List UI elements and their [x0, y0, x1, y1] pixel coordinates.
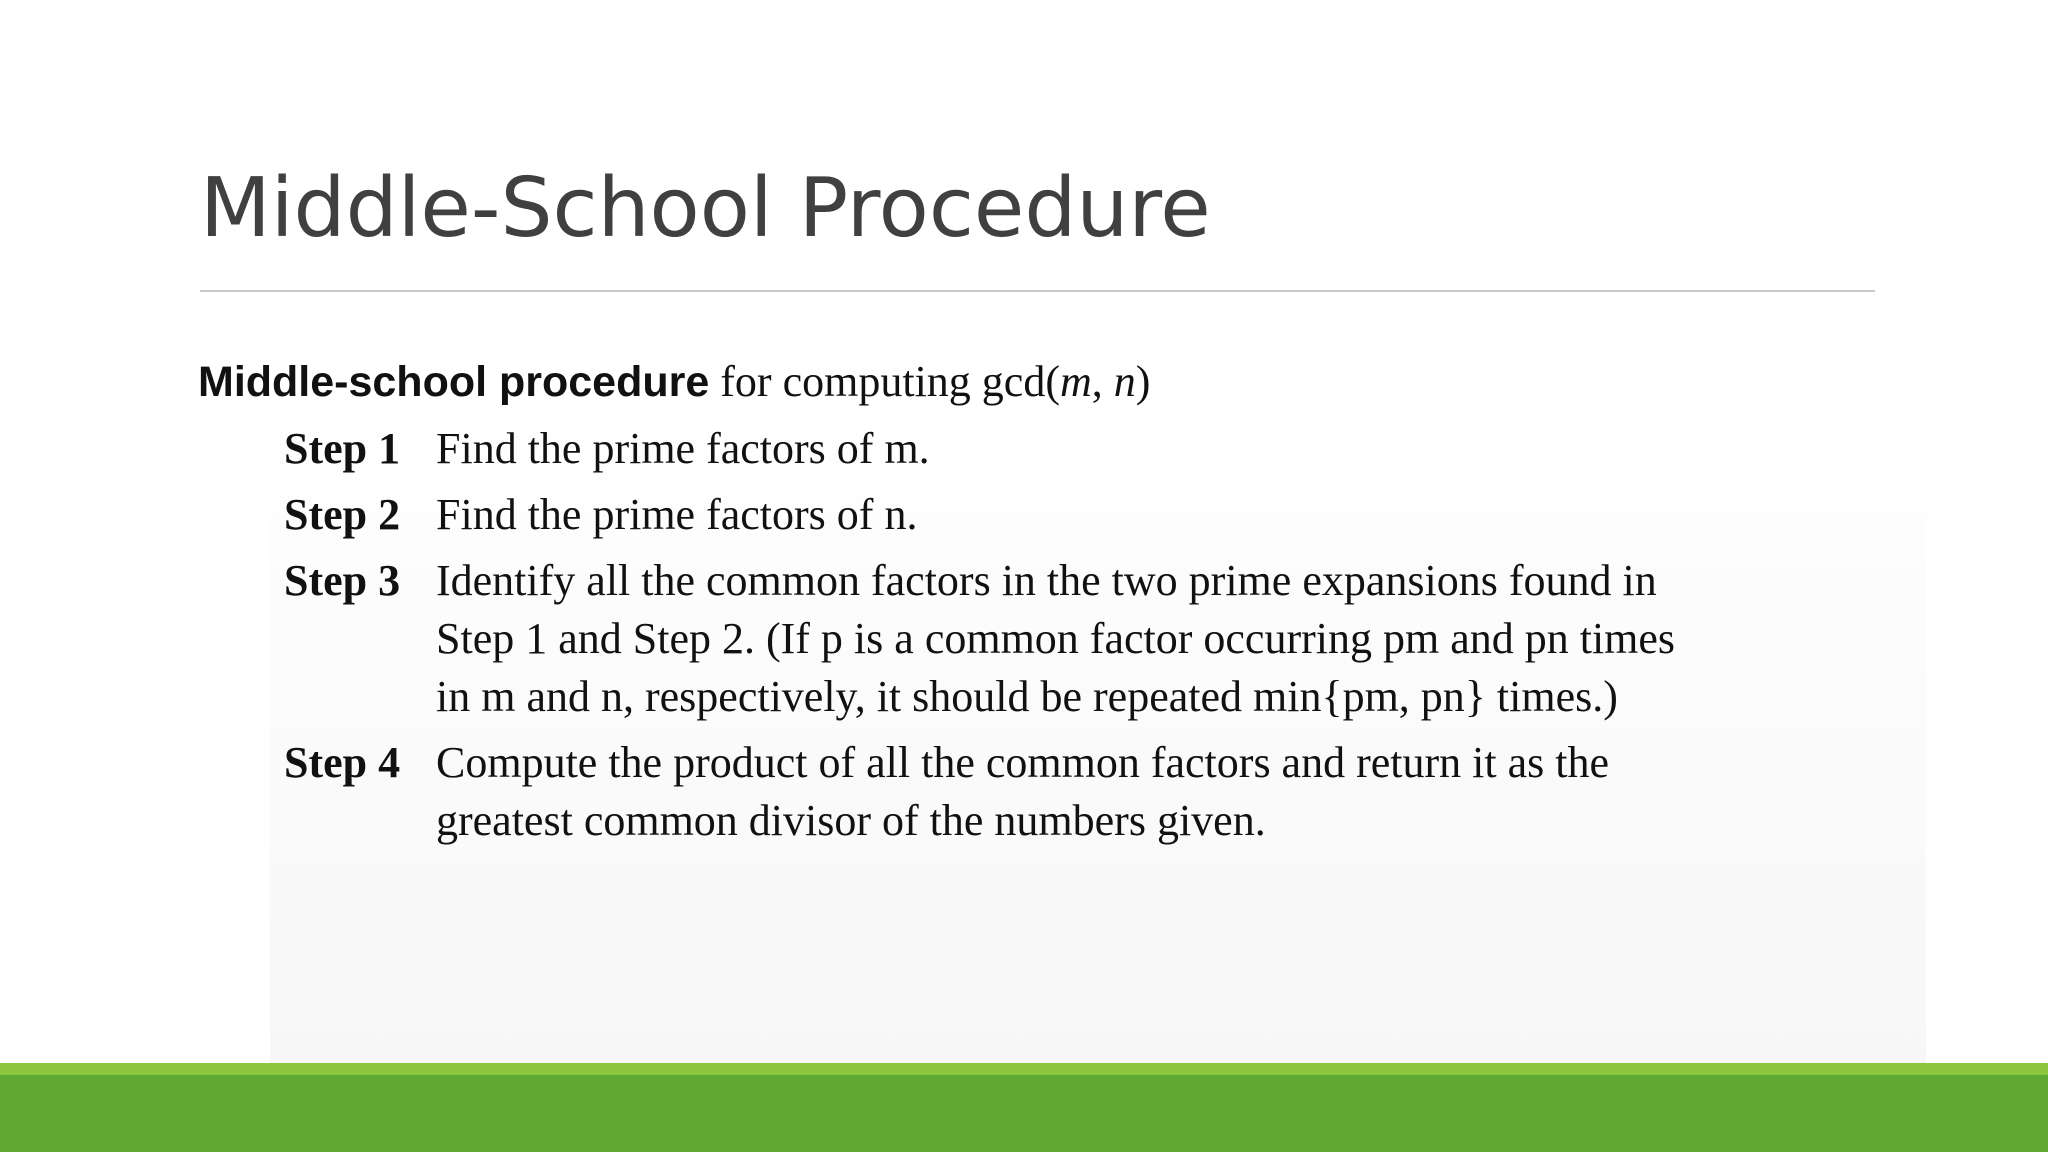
procedure-excerpt — [198, 350, 1878, 1050]
procedure-heading — [198, 350, 1150, 414]
step-3-label: Step 3 — [284, 556, 401, 605]
step-2-line-1: Find the prime factors of n. — [436, 490, 918, 539]
footer-accent-bar — [0, 1063, 2048, 1075]
step-2-text — [436, 486, 1856, 544]
step-4-label: Step 4 — [284, 738, 401, 787]
footer-bar — [0, 1075, 2048, 1152]
step-3-line-2: Step 1 and Step 2. (If p is a common factor occurring pm and pn times — [436, 614, 1676, 663]
step-2-label: Step 2 — [284, 490, 401, 539]
procedure-heading-bold: Middle-school procedure — [198, 358, 710, 406]
step-1-text — [436, 420, 1856, 478]
step-3-line-1: Identify all the common factors in the two prime expansions found in — [436, 556, 1657, 605]
step-1-label: Step 1 — [284, 424, 401, 473]
procedure-heading-m: m — [1059, 357, 1092, 406]
procedure-heading-close: ) — [1135, 357, 1151, 406]
step-4-line-2: greatest common divisor of the numbers given. — [436, 796, 1266, 845]
title-divider — [200, 290, 1875, 292]
step-3-line-3: in m and n, respectively, it should be repeated min{pm, pn} times.) — [436, 672, 1618, 721]
procedure-heading-n: n — [1113, 357, 1136, 406]
procedure-heading-comma: , — [1091, 357, 1114, 406]
slide-title: Middle-School Procedure — [200, 161, 1211, 256]
step-1-line-1: Find the prime factors of m. — [436, 424, 930, 473]
step-4-line-1: Compute the product of all the common factors and return it as the — [436, 738, 1610, 787]
procedure-heading-text: for computing gcd( — [720, 357, 1060, 406]
step-3-text — [436, 552, 1856, 726]
step-4-text — [436, 734, 1856, 850]
